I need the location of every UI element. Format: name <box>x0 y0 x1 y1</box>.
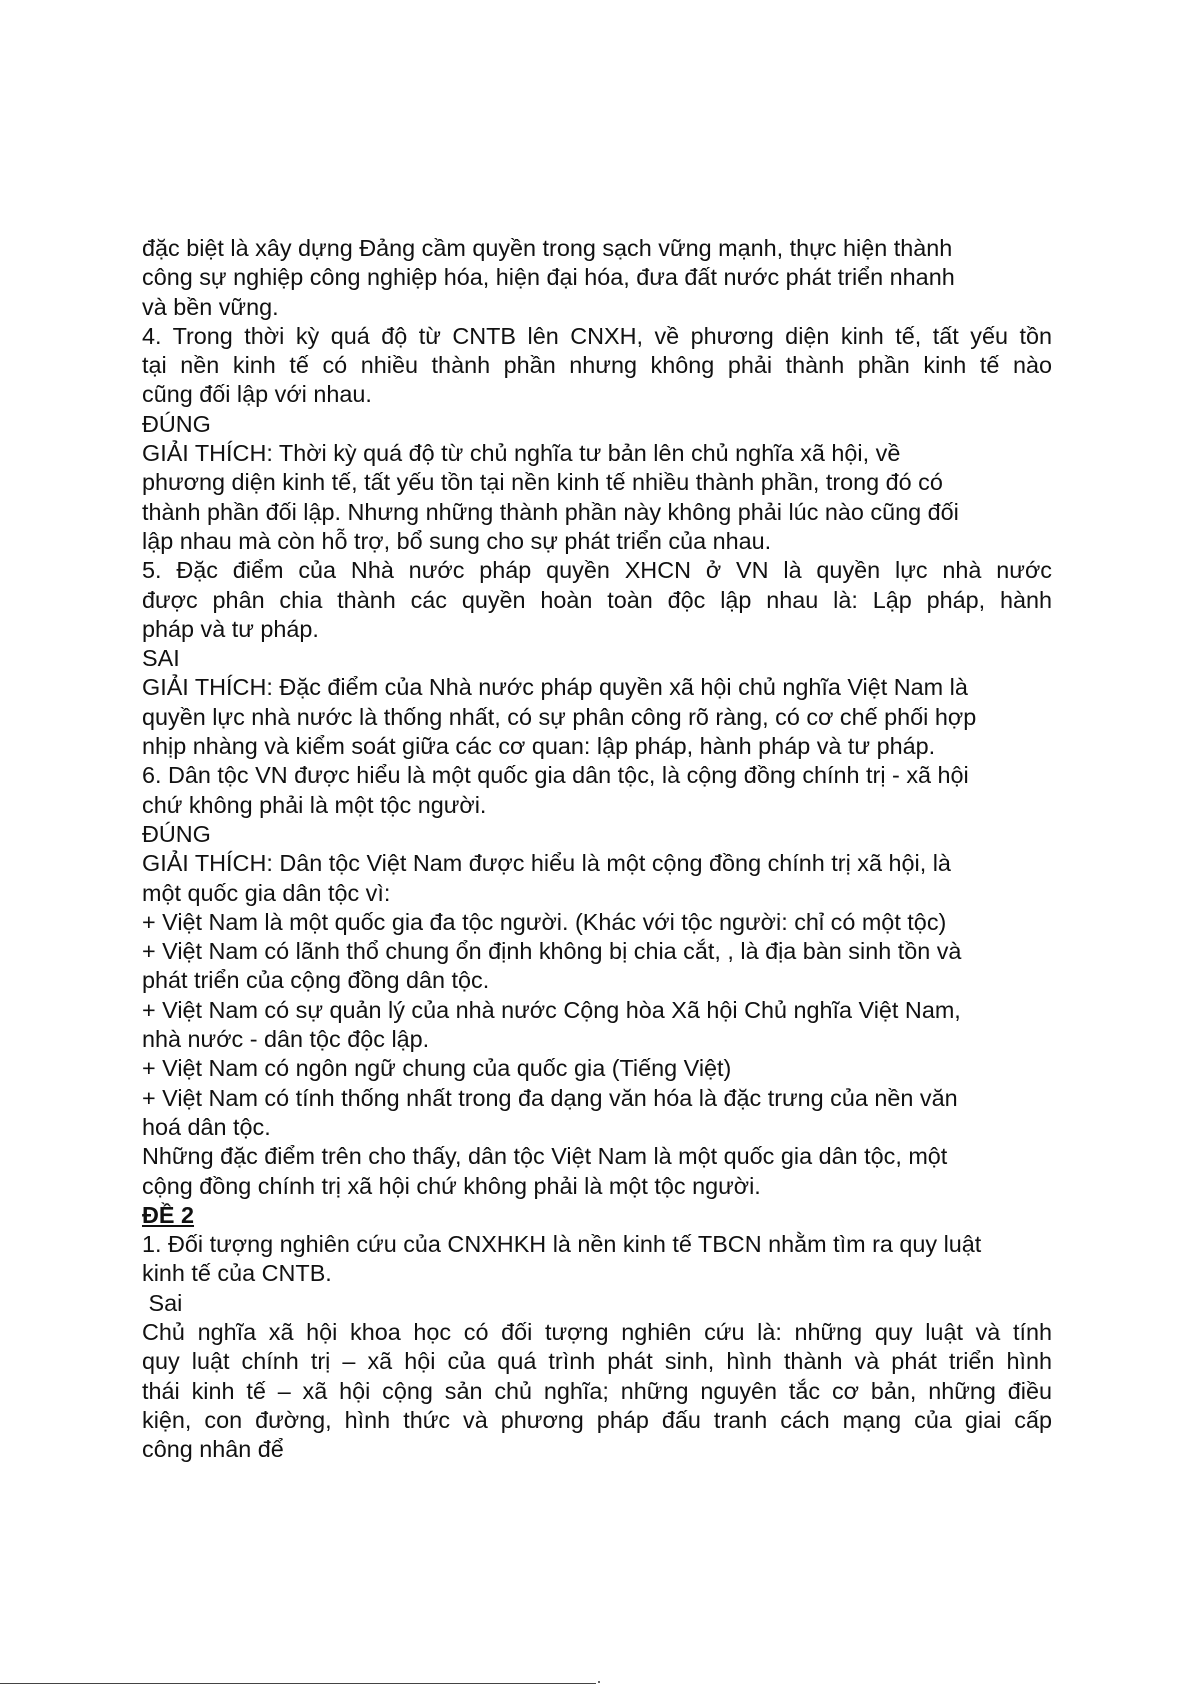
bullet-line: + Việt Nam có lãnh thổ chung ổn định không bị chia cắt, , là địa bàn sinh tồn và <box>142 938 962 965</box>
explanation-line: kiện, con đường, hình thức và phương pháp đấu tranh cách mạng của giai cấp <box>142 1406 1052 1433</box>
text-line: công sự nghiệp công nghiệp hóa, hiện đại hóa, đưa đất nước phát triển nhanh <box>142 264 955 291</box>
explanation-line: phương diện kinh tế, tất yếu tồn tại nền kinh tế nhiều thành phần, trong đó có <box>142 469 943 496</box>
bullet-line: + Việt Nam có tính thống nhất trong đa dạng văn hóa là đặc trưng của nền văn <box>142 1084 958 1111</box>
question-5-line: 5. Đặc điểm của Nhà nước pháp quyền XHCN ở VN là quyền lực nhà nước <box>142 557 1052 584</box>
question-6-line: 6. Dân tộc VN được hiểu là một quốc gia dân tộc, là cộng đồng chính trị - xã hội <box>142 762 969 789</box>
question-4-line: tại nền kinh tế có nhiều thành phần nhưng không phải thành phần kinh tế nào <box>142 352 1052 379</box>
answer-label: Sai <box>142 1289 183 1316</box>
question-4-line: cũng đối lập với nhau. <box>142 381 372 408</box>
explanation-line: Chủ nghĩa xã hội khoa học có đối tượng nghiên cứu là: những quy luật và tính <box>142 1318 1052 1345</box>
question-4-line: 4. Trong thời kỳ quá độ từ CNTB lên CNXH, về phương diện kinh tế, tất yếu tồn <box>142 322 1052 349</box>
footer-rule <box>0 1683 596 1684</box>
bullet-line: hoá dân tộc. <box>142 1113 271 1140</box>
section-heading: ĐỀ 2 <box>142 1201 195 1228</box>
question-1-line: 1. Đối tượng nghiên cứu của CNXHKH là nền kinh tế TBCN nhằm tìm ra quy luật <box>142 1231 982 1258</box>
footer-mark <box>598 1681 600 1683</box>
answer-label: ĐÚNG <box>142 820 211 847</box>
document-body <box>142 234 1052 1464</box>
explanation-line: một quốc gia dân tộc vì: <box>142 879 391 906</box>
conclusion-line: cộng đồng chính trị xã hội chứ không phải là một tộc người. <box>142 1172 761 1199</box>
bullet-line: + Việt Nam có ngôn ngữ chung của quốc gia (Tiếng Việt) <box>142 1055 732 1082</box>
explanation-line: GIẢI THÍCH: Dân tộc Việt Nam được hiểu là một cộng đồng chính trị xã hội, là <box>142 850 951 877</box>
text-line: và bền vững. <box>142 293 279 320</box>
question-5-line: được phân chia thành các quyền hoàn toàn độc lập nhau là: Lập pháp, hành <box>142 586 1052 613</box>
explanation-line: lập nhau mà còn hỗ trợ, bổ sung cho sự phát triển của nhau. <box>142 527 772 554</box>
question-6-line: chứ không phải là một tộc người. <box>142 791 487 818</box>
text-line: đặc biệt là xây dựng Đảng cầm quyền trong sạch vững mạnh, thực hiện thành <box>142 235 953 261</box>
question-1-line: kinh tế của CNTB. <box>142 1260 332 1287</box>
explanation-line: GIẢI THÍCH: Thời kỳ quá độ từ chủ nghĩa tư bản lên chủ nghĩa xã hội, về <box>142 440 901 467</box>
explanation-line: quy luật chính trị – xã hội của quá trình phát sinh, hình thành và phát triển hình <box>142 1348 1052 1375</box>
question-5-line: pháp và tư pháp. <box>142 615 319 642</box>
explanation-line: thành phần đối lập. Nhưng những thành phần này không phải lúc nào cũng đối <box>142 498 959 525</box>
bullet-line: nhà nước - dân tộc độc lập. <box>142 1026 430 1053</box>
explanation-line: thái kinh tế – xã hội cộng sản chủ nghĩa; những nguyên tắc cơ bản, những điều <box>142 1377 1052 1404</box>
explanation-line: nhịp nhàng và kiểm soát giữa các cơ quan: lập pháp, hành pháp và tư pháp. <box>142 733 936 760</box>
bullet-line: phát triển của cộng đồng dân tộc. <box>142 967 490 994</box>
answer-label: SAI <box>142 645 180 672</box>
bullet-line: + Việt Nam là một quốc gia đa tộc người. (Khác với tộc người: chỉ có một tộc) <box>142 908 947 935</box>
conclusion-line: Những đặc điểm trên cho thấy, dân tộc Việt Nam là một quốc gia dân tộc, một <box>142 1143 948 1170</box>
explanation-line: quyền lực nhà nước là thống nhất, có sự phân công rõ ràng, có cơ chế phối hợp <box>142 703 977 730</box>
explanation-line: công nhân để <box>142 1436 284 1463</box>
explanation-line: GIẢI THÍCH: Đặc điểm của Nhà nước pháp quyền xã hội chủ nghĩa Việt Nam là <box>142 674 968 701</box>
answer-label: ĐÚNG <box>142 410 211 437</box>
bullet-line: + Việt Nam có sự quản lý của nhà nước Cộng hòa Xã hội Chủ nghĩa Việt Nam, <box>142 996 961 1023</box>
